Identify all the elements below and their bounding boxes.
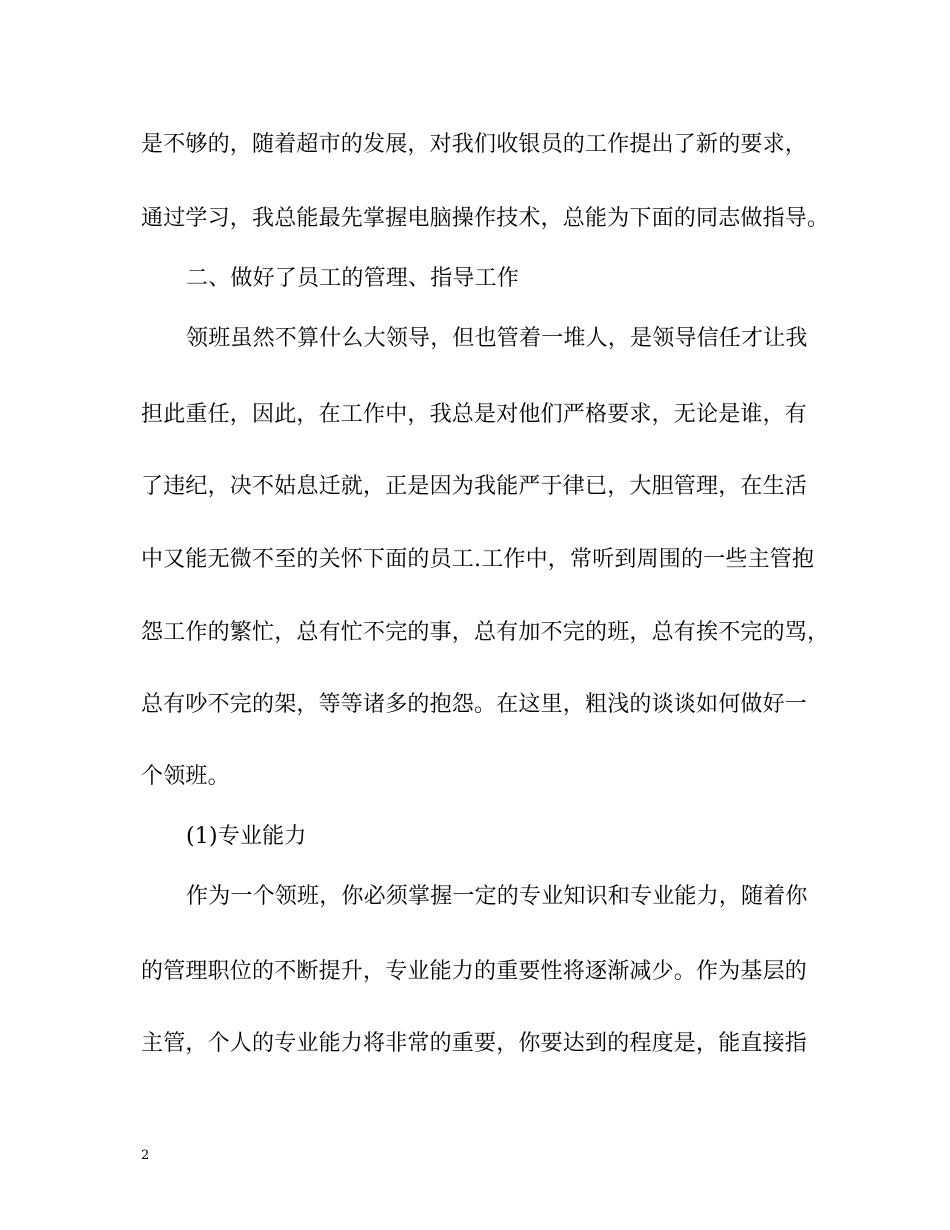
text-line: 中又能无微不至的关怀下面的员工.工作中，常听到周围的一些主管抱 (141, 547, 815, 572)
text-line: 是不够的，随着超市的发展，对我们收银员的工作提出了新的要求， (141, 132, 808, 157)
page-number: 2 (141, 1148, 150, 1163)
text-line: 总有吵不完的架，等等诸多的抱怨。在这里，粗浅的谈谈如何做好一 (141, 692, 808, 717)
text-line: 的管理职位的不断提升，专业能力的重要性将逐渐减少。作为基层的 (141, 959, 808, 984)
section-heading: 二、做好了员工的管理、指导工作 (186, 266, 520, 291)
text-line: 担此重任，因此，在工作中，我总是对他们严格要求，无论是谁，有 (141, 402, 808, 427)
paragraph-start: 作为一个领班，你必须掌握一定的专业知识和专业能力，随着你 (186, 884, 808, 909)
text-line: 了违纪，决不姑息迁就，正是因为我能严于律已，大胆管理，在生活 (141, 474, 808, 499)
text-line: 个领班。 (141, 764, 230, 789)
subsection-heading: (1)专业能力 (186, 824, 307, 849)
text-line: 通过学习，我总能最先掌握电脑操作技术，总能为下面的同志做指导。 (141, 206, 830, 231)
text-line: 怨工作的繁忙，总有忙不完的事，总有加不完的班，总有挨不完的骂， (141, 620, 830, 645)
text-line: 主管，个人的专业能力将非常的重要，你要达到的程度是，能直接指 (141, 1031, 808, 1056)
paragraph-start: 领班虽然不算什么大领导，但也管着一堆人，是领导信任才让我 (186, 326, 808, 351)
